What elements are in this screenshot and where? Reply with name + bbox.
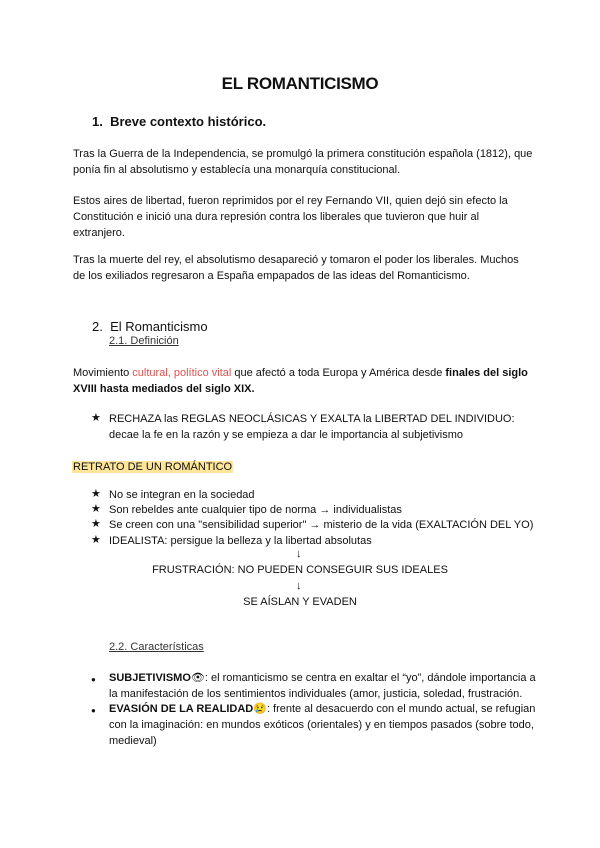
definition-paragraph: [73, 365, 533, 397]
characteristic-evasion-line3: medieval): [109, 735, 157, 747]
portrait-label: RETRATO DE UN ROMÁNTICO: [73, 461, 233, 473]
star-icon: ★: [91, 488, 101, 500]
rule-rejection-line1: RECHAZA las REGLAS NEOCLÁSICAS Y EXALTA la LIBERTAD DEL INDIVIDUO:: [109, 413, 515, 425]
characteristic-evasion-line2: con la imaginación: en mundos exóticos (orientales) y en tiempos pasados (sobre todo,: [109, 719, 534, 731]
isolation-text: SE AÍSLAN Y EVADEN: [243, 596, 357, 608]
star-icon: ★: [91, 518, 101, 530]
definition-bold: finales del siglo XVIII hasta mediados del siglo XIX.: [73, 367, 528, 395]
paragraph-1: Tras la Guerra de la Independencia, se promulgó la primera constitución española (1812), que ponía fin al absolutismo y establecía una monarquía constitucional.: [73, 148, 533, 176]
portrait-item: IDEALISTA: persigue la belleza y la libertad absolutas: [109, 535, 372, 547]
bullet-dot-icon: ●: [91, 675, 96, 684]
characteristic-subjectivism-line2: la manifestación de los sentimientos individuales (amor, justicia, soledad, frustración.: [109, 688, 523, 700]
rule-rejection-line2: decae la fe en la razón y se empieza a dar le importancia al subjetivismo: [109, 429, 464, 441]
crying-face-icon: 😢: [253, 703, 267, 715]
star-icon: ★: [91, 534, 101, 546]
star-icon: ★: [91, 503, 101, 515]
portrait-label-wrapper: [72, 457, 233, 475]
characteristic-subjectivism-line1: [109, 670, 536, 686]
characteristic-term: SUBJETIVISMO: [109, 672, 191, 684]
portrait-item: No se integran en la sociedad: [109, 489, 255, 501]
characteristic-text: : el romanticismo se centra en exaltar el “yo”, dándole importancia a: [204, 672, 536, 684]
characteristic-evasion-line1: [109, 701, 535, 717]
section-1-number: 1.: [92, 114, 103, 129]
section-2-title: El Romanticismo: [110, 319, 208, 334]
arrow-down-icon: ↓: [296, 548, 302, 560]
section-1-title: Breve contexto histórico.: [110, 114, 267, 129]
definition-mid: que afectó a toda Europa y América desde: [231, 367, 446, 379]
eye-icon: 👁: [190, 672, 205, 684]
characteristic-text: : frente al desacuerdo con el mundo actual, se refugian: [266, 703, 536, 715]
subsection-definition: 2.1. Definición: [109, 335, 179, 347]
characteristic-term: EVASIÓN DE LA REALIDAD: [109, 703, 254, 715]
portrait-item: Se creen con una "sensibilidad superior" → misterio de la vida (EXALTACIÓN DEL YO): [109, 519, 534, 531]
star-icon: ★: [91, 412, 101, 424]
definition-highlight-red: cultural, político vital: [132, 367, 232, 379]
frustration-text: FRUSTRACIÓN: NO PUEDEN CONSEGUIR SUS IDEALES: [152, 564, 448, 576]
definition-pre: Movimiento: [73, 367, 133, 379]
subsection-characteristics: 2.2. Características: [109, 641, 204, 653]
paragraph-2: Estos aires de libertad, fueron reprimidos por el rey Fernando VII, quien dejó sin efecto la Constitución e inició una dura represión contra los liberales que tuvieron que huir al extranjero.: [73, 195, 508, 239]
section-2-number: 2.: [92, 319, 103, 334]
portrait-item: Son rebeldes ante cualquier tipo de norma → individualistas: [109, 504, 402, 516]
bullet-dot-icon: ●: [91, 706, 96, 715]
section-2-heading: [92, 319, 208, 334]
section-1-heading: [92, 114, 266, 129]
document-title: EL ROMANTICISMO: [221, 74, 379, 93]
arrow-down-icon: ↓: [296, 580, 302, 592]
paragraph-3: Tras la muerte del rey, el absolutismo desapareció y tomaron el poder los liberales. Muchos de los exiliados regresaron a España empapados de las ideas del Romanticismo.: [73, 254, 519, 282]
